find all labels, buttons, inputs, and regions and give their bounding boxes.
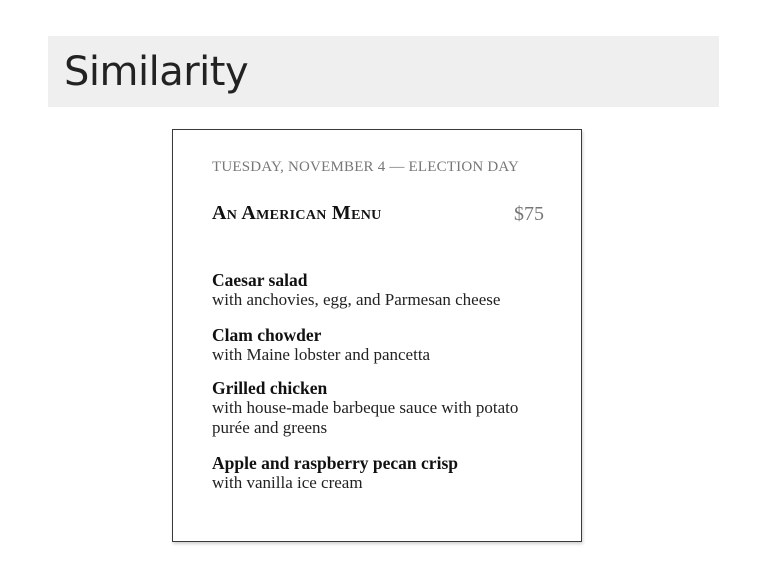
menu-item-name: Apple and raspberry pecan crisp	[212, 453, 458, 473]
slide-title-bar	[48, 36, 719, 107]
menu-card	[172, 129, 582, 542]
menu-item-description: with anchovies, egg, and Parmesan cheese	[212, 290, 501, 309]
menu-item-name: Grilled chicken	[212, 378, 328, 398]
menu-item-clam-chowder	[212, 325, 562, 365]
menu-item-description: with house-made barbeque sauce with potato purée and greens	[212, 398, 519, 437]
menu-item-name: Clam chowder	[212, 325, 322, 345]
menu-item-description: with Maine lobster and pancetta	[212, 345, 431, 364]
menu-price: $75	[514, 203, 544, 225]
menu-item-grilled-chicken	[212, 378, 522, 438]
menu-item-description: with vanilla ice cream	[212, 473, 363, 492]
menu-item-caesar-salad	[212, 270, 562, 310]
menu-item-apple-crisp	[212, 453, 562, 493]
menu-date-line: TUESDAY, NOVEMBER 4 — ELECTION DAY	[212, 159, 520, 175]
menu-heading: An American Menu	[212, 202, 382, 224]
menu-item-name: Caesar salad	[212, 270, 308, 290]
slide-title: Similarity	[64, 49, 249, 95]
